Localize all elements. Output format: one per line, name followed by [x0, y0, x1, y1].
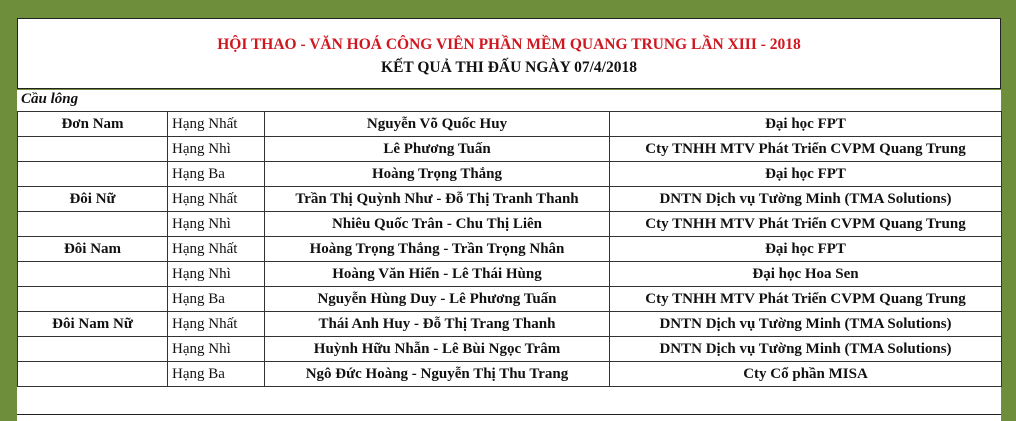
athlete-cell: Nguyễn Hùng Duy - Lê Phương Tuấn	[265, 287, 610, 312]
organization-cell: DNTN Dịch vụ Tường Minh (TMA Solutions)	[610, 312, 1002, 337]
rank-cell: Hạng Nhì	[168, 137, 265, 162]
event-cell	[18, 262, 168, 287]
athlete-cell: Lê Phương Tuấn	[265, 137, 610, 162]
table-row	[18, 187, 1002, 212]
athlete-cell: Trần Thị Quỳnh Như - Đỗ Thị Tranh Thanh	[265, 187, 610, 212]
rank-cell: Hạng Nhì	[168, 212, 265, 237]
rank-cell: Hạng Nhất	[168, 237, 265, 262]
athlete-cell: Ngô Đức Hoàng - Nguyễn Thị Thu Trang	[265, 362, 610, 387]
rank-cell: Hạng Nhất	[168, 312, 265, 337]
event-cell: Đôi Nữ	[18, 187, 168, 212]
rank-cell: Hạng Ba	[168, 287, 265, 312]
athlete-cell: Hoàng Trọng Thắng - Trần Trọng Nhân	[265, 237, 610, 262]
event-cell: Đơn Nam	[18, 112, 168, 137]
rank-cell: Hạng Nhì	[168, 262, 265, 287]
organization-cell: Cty TNHH MTV Phát Triển CVPM Quang Trung	[610, 137, 1002, 162]
organization-cell: Cty TNHH MTV Phát Triển CVPM Quang Trung	[610, 287, 1002, 312]
athlete-cell: Nguyễn Võ Quốc Huy	[265, 112, 610, 137]
page-subtitle: KẾT QUẢ THI ĐẤU NGÀY 07/4/2018	[381, 59, 637, 76]
event-cell	[18, 287, 168, 312]
event-cell: Đôi Nam	[18, 237, 168, 262]
table-row	[18, 162, 1002, 187]
organization-cell: Cty Cổ phần MISA	[610, 362, 1002, 387]
event-cell: Đôi Nam Nữ	[18, 312, 168, 337]
event-cell	[18, 337, 168, 362]
organization-cell: Đại học Hoa Sen	[610, 262, 1002, 287]
header-box	[17, 18, 1001, 89]
event-cell	[18, 162, 168, 187]
results-sheet	[17, 90, 1001, 420]
table-row	[18, 337, 1002, 362]
athlete-cell: Thái Anh Huy - Đỗ Thị Trang Thanh	[265, 312, 610, 337]
athlete-cell: Nhiêu Quốc Trân - Chu Thị Liên	[265, 212, 610, 237]
table-row	[18, 237, 1002, 262]
results-table	[17, 111, 1002, 387]
organization-cell: DNTN Dịch vụ Tường Minh (TMA Solutions)	[610, 337, 1002, 362]
table-row	[18, 262, 1002, 287]
table-row	[18, 212, 1002, 237]
section-label: Cầu lông	[21, 91, 79, 107]
rank-cell: Hạng Nhất	[168, 112, 265, 137]
table-row	[18, 362, 1002, 387]
event-cell	[18, 212, 168, 237]
rank-cell: Hạng Ba	[168, 362, 265, 387]
athlete-cell: Huỳnh Hữu Nhẫn - Lê Bùi Ngọc Trâm	[265, 337, 610, 362]
event-cell	[18, 362, 168, 387]
table-row	[18, 312, 1002, 337]
table-row	[18, 112, 1002, 137]
athlete-cell: Hoàng Trọng Thắng	[265, 162, 610, 187]
page-title: HỘI THAO - VĂN HOÁ CÔNG VIÊN PHẦN MỀM QUANG TRUNG LẦN XIII - 2018	[217, 36, 801, 53]
rank-cell: Hạng Ba	[168, 162, 265, 187]
organization-cell: Đại học FPT	[610, 237, 1002, 262]
rank-cell: Hạng Nhì	[168, 337, 265, 362]
organization-cell: DNTN Dịch vụ Tường Minh (TMA Solutions)	[610, 187, 1002, 212]
rank-cell: Hạng Nhất	[168, 187, 265, 212]
athlete-cell: Hoàng Văn Hiển - Lê Thái Hùng	[265, 262, 610, 287]
organization-cell: Đại học FPT	[610, 162, 1002, 187]
table-row	[18, 287, 1002, 312]
organization-cell: Cty TNHH MTV Phát Triển CVPM Quang Trung	[610, 212, 1002, 237]
event-cell	[18, 137, 168, 162]
organization-cell: Đại học FPT	[610, 112, 1002, 137]
table-row	[18, 137, 1002, 162]
